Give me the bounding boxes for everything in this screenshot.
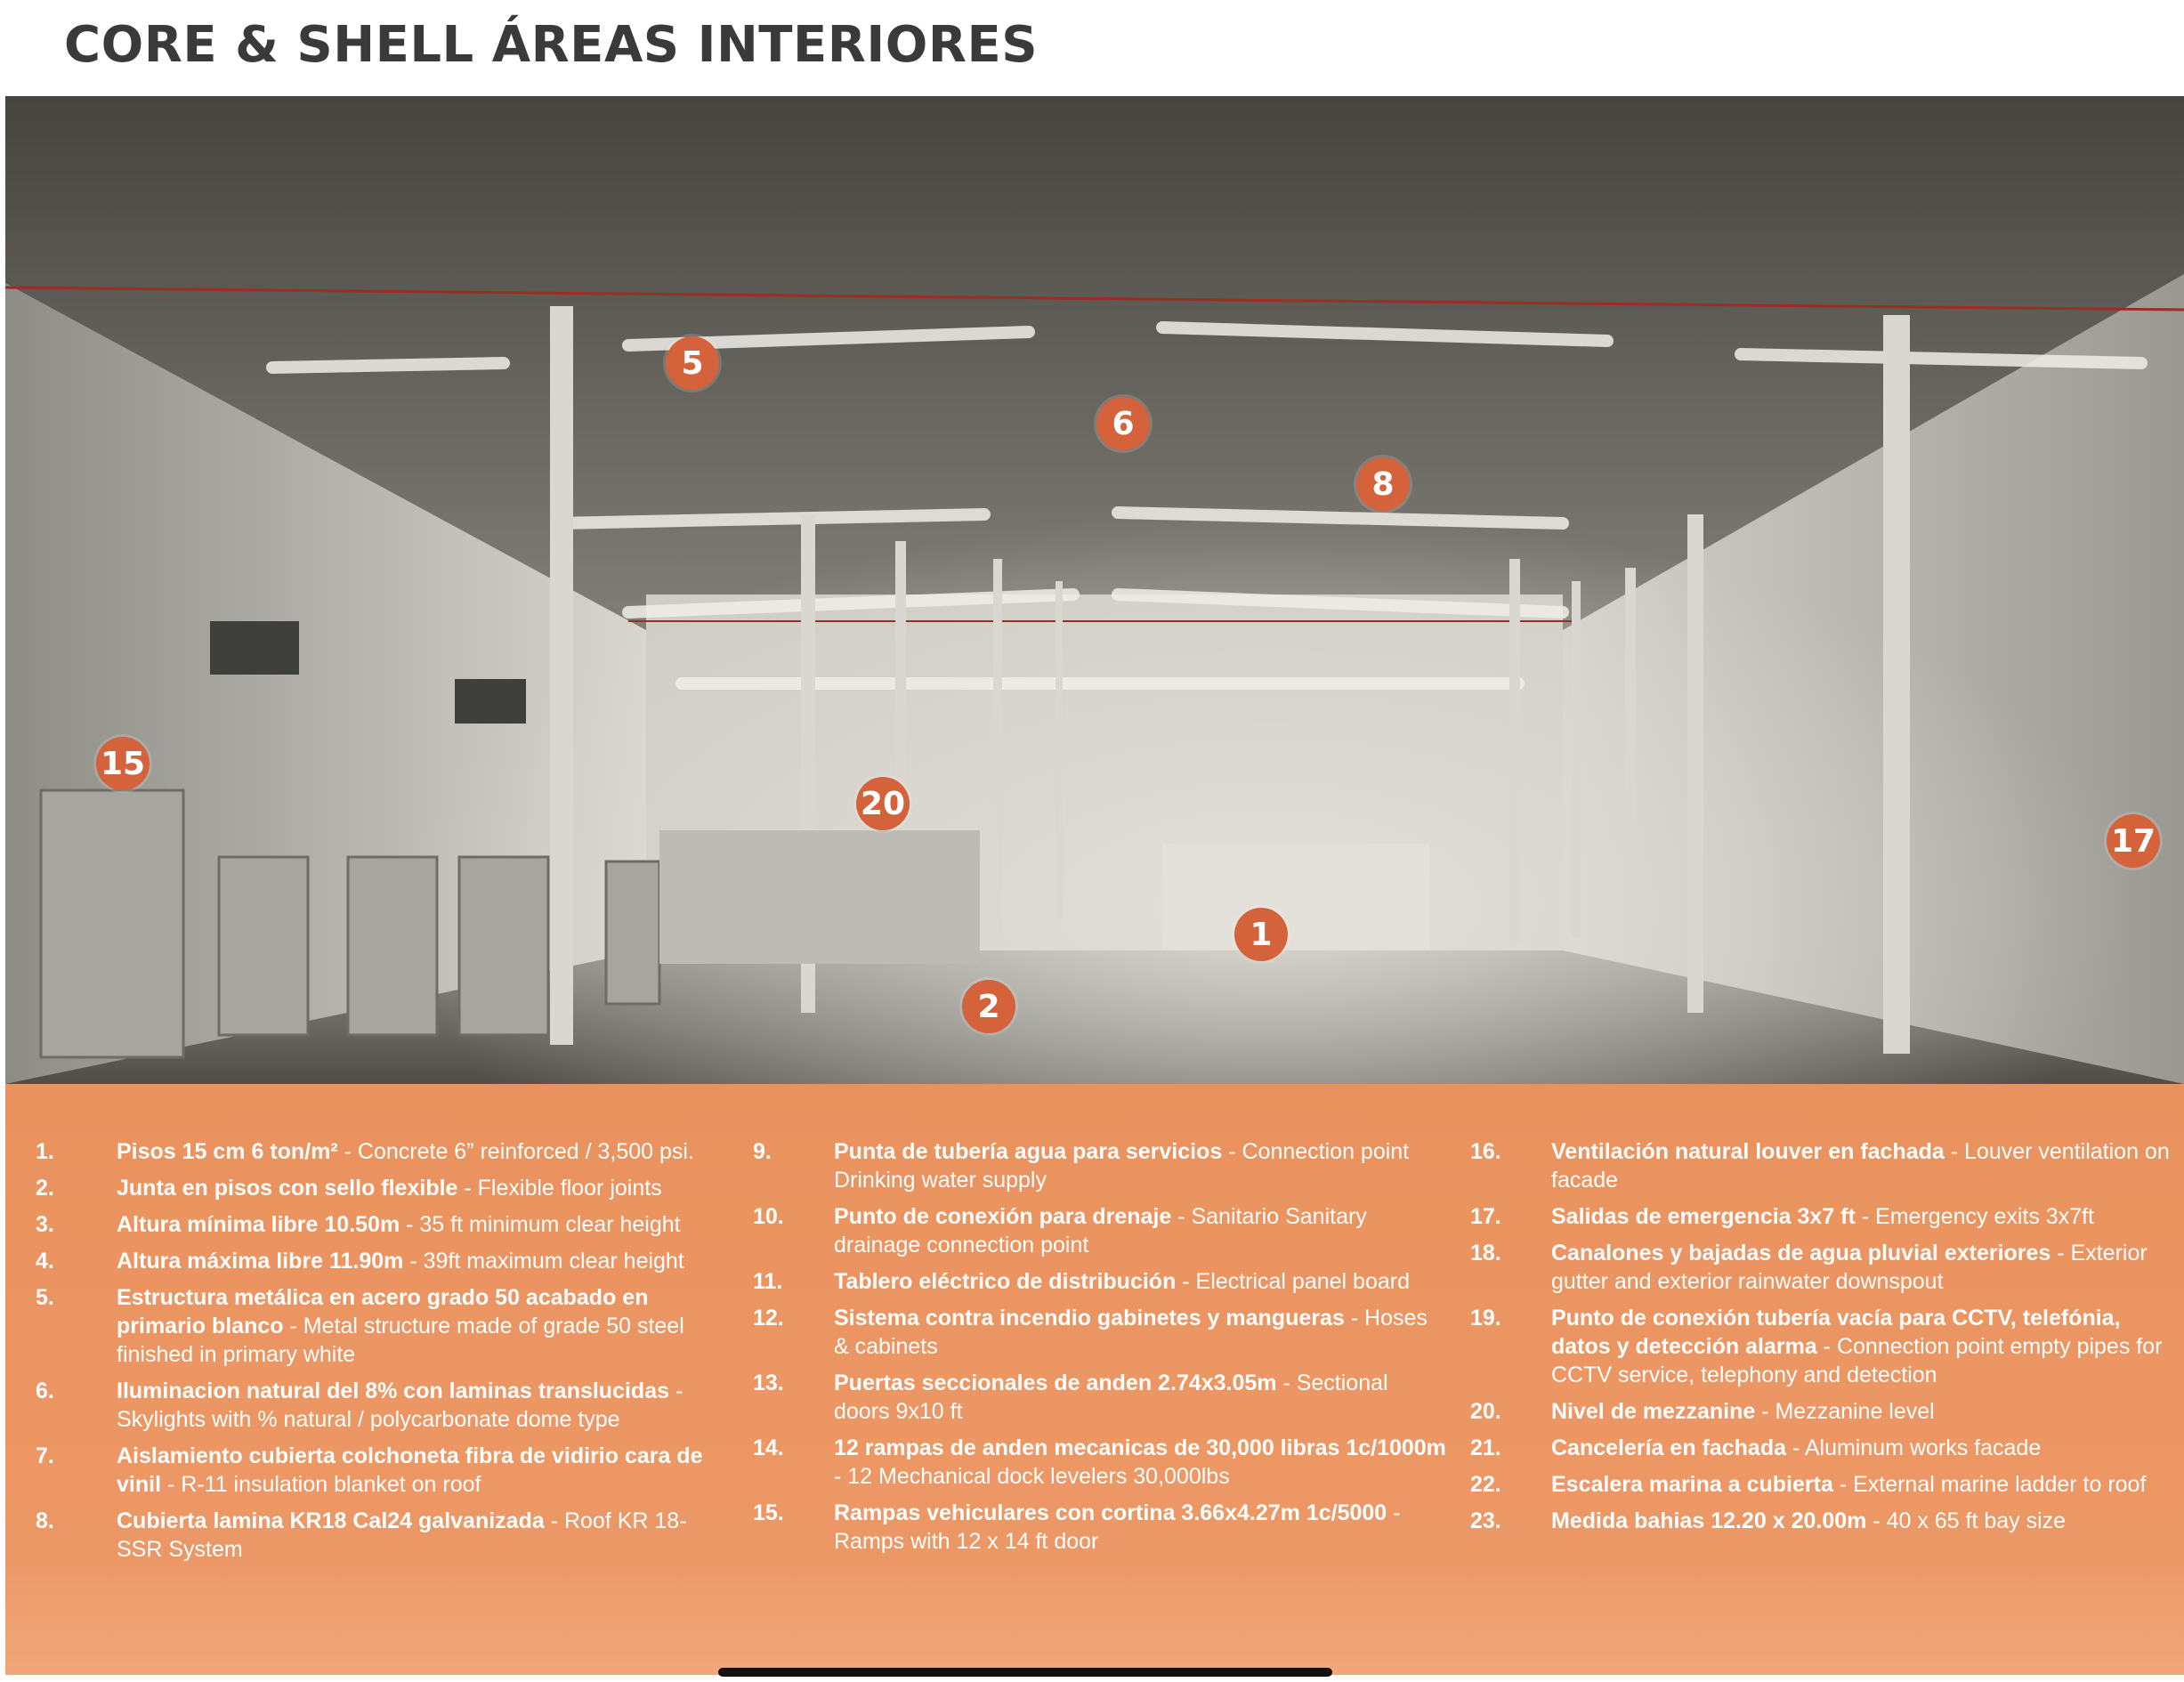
legend-item-21: 21. Cancelería en fachada - Aluminum works facade bbox=[1470, 1435, 2042, 1460]
legend-item-4: 4. Altura máxima libre 11.90m - 39ft maximum clear height bbox=[36, 1249, 684, 1274]
legend-item-6: 6. Iluminacion natural del 8% con laminas translucidas - Skylights with % natural / polycarbonate dome type bbox=[36, 1379, 684, 1432]
legend-column-1 bbox=[36, 1137, 730, 1572]
legend-item-16: 16. Ventilación natural louver en fachada - Louver ventilation on facade bbox=[1470, 1139, 2170, 1193]
legend-item-2: 2. Junta en pisos con sello flexible - Flexible floor joints bbox=[36, 1176, 662, 1201]
callout-1[interactable]: 1 bbox=[1234, 908, 1288, 961]
legend-item-18: 18. Canalones y bajadas de agua pluvial exteriores - Exterior gutter and exterior rainwater downspout bbox=[1470, 1241, 2148, 1294]
legend-column-3 bbox=[1470, 1137, 2173, 1543]
callout-17[interactable]: 17 bbox=[2107, 814, 2160, 868]
legend-item-9: 9. Punta de tubería agua para servicios - Connection point Drinking water supply bbox=[753, 1139, 1410, 1193]
legend-item-23: 23. Medida bahias 12.20 x 20.00m - 40 x 65 ft bay size bbox=[1470, 1508, 2067, 1533]
legend-item-13: 13. Puertas seccionales de anden 2.74x3.05m - Sectional doors 9x10 ft bbox=[753, 1371, 1388, 1424]
legend-item-14: 14. 12 rampas de anden mecanicas de 30,000 libras 1c/1000m - 12 Mechanical dock levelers 30,000lbs bbox=[753, 1435, 1446, 1489]
legend-item-20: 20. Nivel de mezzanine - Mezzanine level bbox=[1470, 1399, 1935, 1424]
callout-15[interactable]: 15 bbox=[96, 737, 150, 790]
legend-item-7: 7. Aislamiento cubierta colchoneta fibra de vidirio cara de vinil - R-11 insulation blanket on roof bbox=[36, 1443, 703, 1497]
callout-6[interactable]: 6 bbox=[1096, 397, 1150, 450]
legend-item-15: 15. Rampas vehiculares con cortina 3.66x4.27m 1c/5000 - Ramps with 12 x 14 ft door bbox=[753, 1500, 1401, 1554]
page-title: CORE & SHELL ÁREAS INTERIORES bbox=[64, 16, 1039, 74]
legend-item-8: 8. Cubierta lamina KR18 Cal24 galvanizada - Roof KR 18-SSR System bbox=[36, 1508, 687, 1562]
callout-20[interactable]: 20 bbox=[856, 777, 910, 830]
callout-8[interactable]: 8 bbox=[1356, 457, 1410, 511]
legend-panel bbox=[5, 1084, 2184, 1675]
home-indicator[interactable] bbox=[718, 1668, 1332, 1677]
legend-item-3: 3. Altura mínima libre 10.50m - 35 ft minimum clear height bbox=[36, 1212, 681, 1237]
legend-column-2 bbox=[753, 1137, 1447, 1564]
legend-item-19: 19. Punto de conexión tubería vacía para CCTV, telefónia, datos y detección alarma - Connection point empty pipes for CCTV service, telephony and detection bbox=[1470, 1306, 2163, 1387]
callout-2[interactable]: 2 bbox=[962, 980, 1015, 1033]
legend-item-22: 22. Escalera marina a cubierta - External marine ladder to roof bbox=[1470, 1472, 2147, 1497]
warehouse-photo bbox=[5, 96, 2184, 1084]
legend-item-11: 11. Tablero eléctrico de distribución - Electrical panel board bbox=[753, 1269, 1410, 1294]
legend-item-17: 17. Salidas de emergencia 3x7 ft - Emergency exits 3x7ft bbox=[1470, 1204, 2094, 1229]
callout-5[interactable]: 5 bbox=[666, 336, 719, 390]
legend-item-5: 5. Estructura metálica en acero grado 50 acabado en primario blanco - Metal structure made of grade 50 steel finished in primary white bbox=[36, 1285, 684, 1367]
legend-item-1: 1. Pisos 15 cm 6 ton/m² - Concrete 6” reinforced / 3,500 psi. bbox=[36, 1139, 694, 1164]
legend-item-10: 10. Punto de conexión para drenaje - Sanitario Sanitary drainage connection point bbox=[753, 1204, 1367, 1257]
legend-item-12: 12. Sistema contra incendio gabinetes y mangueras - Hoses & cabinets bbox=[753, 1306, 1428, 1359]
